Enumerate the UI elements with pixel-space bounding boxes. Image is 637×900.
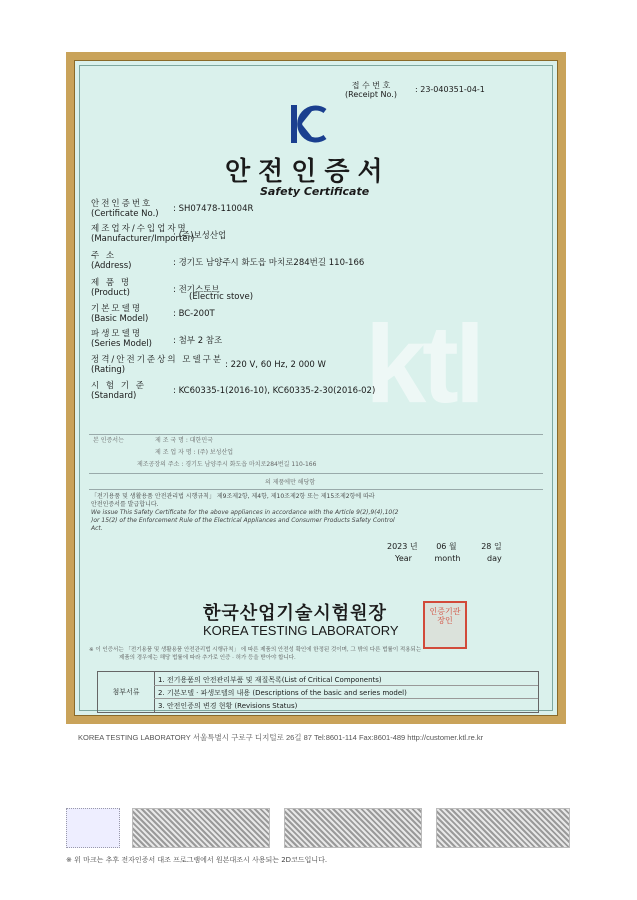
field-label: 제조업자/수입업자명 (Manufacturer/Importer) — [91, 224, 195, 244]
issuer-english: KOREA TESTING LABORATORY — [203, 623, 399, 638]
title-english: Safety Certificate — [260, 185, 370, 198]
attachments-label: 첨부서류 — [98, 672, 155, 712]
attachment-item: 1. 전기용품의 안전관리부품 및 재질목록(List of Critical Components) — [158, 676, 382, 684]
footer-contact: KOREA TESTING LABORATORY 서울특별시 구로구 디지털로 26길 87 Tel:8601-114 Fax:8601-489 http://customer.ktl.re.kr — [78, 733, 484, 742]
factory-maker: 제 조 업 자 명 : (주) 보성산업 — [155, 449, 234, 456]
issue-date: 2023 년 06 월 28 일 — [387, 542, 502, 551]
kc-mark-icon — [291, 105, 329, 143]
2d-code-icon — [436, 808, 570, 848]
field-label: 안전인증번호 (Certificate No.) — [91, 199, 159, 219]
issuer-korean: 한국산업기술시험원장 — [203, 603, 387, 624]
field-value: : 220 V, 60 Hz, 2 000 W — [225, 360, 326, 370]
field-label: 주 소 (Address) — [91, 251, 132, 271]
factory-applies: 의 제품에만 해당함 — [265, 479, 316, 486]
factory-label: 본 인증서는 — [93, 437, 124, 444]
field-value: : KC60335-1(2016-10), KC60335-2-30(2016-02) — [173, 386, 376, 396]
certificate-frame — [66, 52, 566, 724]
receipt-number: : 23-040351-04-1 — [415, 85, 485, 94]
field-value: : SH07478-11004R — [173, 204, 254, 214]
factory-country: 제 조 국 명 : 대한민국 — [155, 437, 213, 444]
attachment-item: 2. 기본모델 · 파생모델의 내용 (Descriptions of the basic and series model) — [158, 689, 407, 697]
factory-address: 제조공장의 주소 : 경기도 남양주시 화도읍 마치로284번길 110-166 — [137, 461, 317, 468]
2d-code-note: ※ 위 마크는 추후 전자인증서 대조 프로그램에서 원본대조시 사용되는 2D코드입니다. — [66, 856, 328, 864]
attachment-item: 3. 안전인증의 변경 현황 (Revisions Status) — [158, 702, 298, 710]
official-seal: 인증기관 장인 — [423, 601, 467, 649]
field-label: 파생모델명 (Series Model) — [91, 329, 152, 349]
2d-code-icon — [284, 808, 422, 848]
field-value: : 경기도 남양주시 화도읍 마치로284번길 110-166 — [173, 258, 365, 268]
ktl-watermark: ktl — [365, 303, 482, 426]
field-label: 시 험 기 준 (Standard) — [91, 381, 146, 401]
field-value: : 전기스토브 — [173, 285, 220, 295]
field-value: : BC-200T — [173, 309, 215, 319]
2d-code-icon — [132, 808, 270, 848]
issue-date-english: Year month day — [395, 554, 502, 563]
title-korean: 안전인증서 — [225, 157, 391, 187]
certificate-paper — [74, 60, 558, 716]
field-label: 제 품 명 (Product) — [91, 278, 132, 298]
issue-statement: 「전기용품 및 생활용품 안전관리법 시행규칙」 제9조제2항, 제4항, 제10조제2항 또는 제15조제2항에 따라 안전인증서를 발급합니다. We issue This Safety Certificate for the above appliances in accordance with the Article 9(2),9(4),10(2 )or 15(2) of the Enforcement Rule of the Electrical Appliances and Consumer Products Safety Control Act. — [91, 493, 399, 532]
field-value: : 첨부 2 참조 — [173, 336, 223, 346]
field-label: 정격/안전기준상의 모델구분 (Rating) — [91, 355, 224, 375]
field-label: 기본모델명 (Basic Model) — [91, 304, 149, 324]
2d-code-icon — [66, 808, 120, 848]
legal-note: ※ 이 인증서는 「전기용품 및 생활용품 안전관리법 시행규칙」 에 따른 제품의 안전성 확인에 한정된 것이며, 그 밖의 다른 법률이 적용되는 제품의 경우에는 해당 법률에 따라 추가로 인증 · 허가 등을 받아야 합니다. — [89, 647, 422, 661]
field-value-english: (Electric stove) — [189, 292, 254, 302]
field-value: : (주)보성산업 — [173, 231, 227, 241]
attachments-table — [97, 671, 539, 713]
receipt-label: 접 수 번 호 (Receipt No.) — [345, 81, 397, 99]
